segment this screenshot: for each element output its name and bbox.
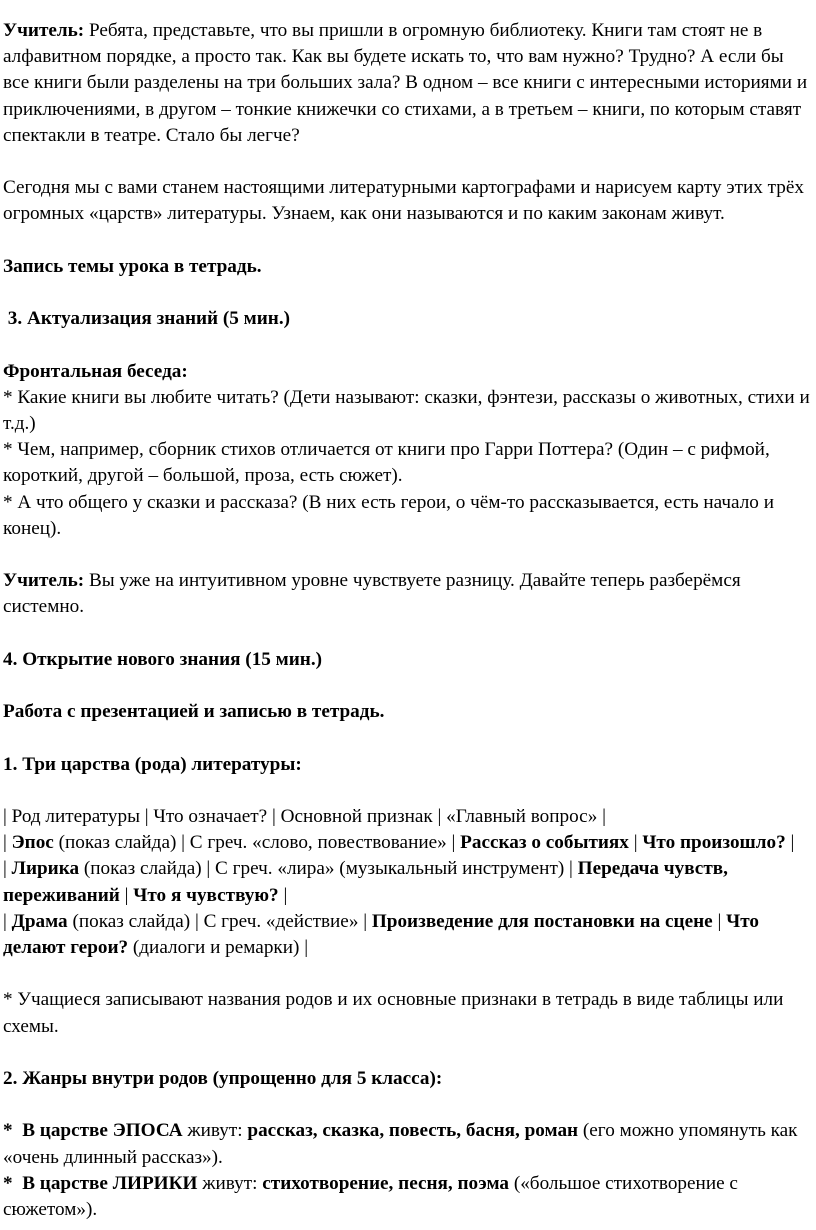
- question-1: * Какие книги вы любите читать? (Дети называют: сказки, фэнтези, рассказы о животных, стихи и т.д.): [3, 386, 810, 434]
- lesson-goal-paragraph: Сегодня мы с вами станем настоящими литературными картографами и нарисуем карту этих трёх огромных «царств» литературы. Узнаем, как они называются и по каким законам живут.: [3, 177, 805, 225]
- drama-name: Драма: [11, 910, 68, 932]
- lyrics-pipe-3: |: [278, 884, 288, 906]
- teacher-label: Учитель:: [3, 20, 85, 41]
- teacher-label-2: Учитель:: [3, 570, 85, 592]
- genres-lyrics-label: В царстве ЛИРИКИ: [17, 1172, 198, 1194]
- drama-feature: Произведение для постановки на сцене: [371, 910, 713, 932]
- epos-question: Что произошло?: [642, 832, 786, 854]
- drama-meaning: (показ слайда) | С греч. «действие» |: [67, 910, 372, 932]
- genres-heading-text: 2. Жанры внутри родов (упрощенно для 5 класса):: [3, 1067, 443, 1089]
- section-4-heading-text: 4. Открытие нового знания (15 мин.): [3, 648, 323, 670]
- lyrics-pipe-1: |: [3, 858, 12, 880]
- drama-pipe-2: |: [712, 910, 727, 932]
- work-note: [3, 699, 812, 725]
- frontal-heading: [3, 359, 812, 385]
- lyrics-pipe-2: |: [119, 884, 134, 906]
- kingdoms-heading: [3, 752, 812, 778]
- table-row-lyrics: [3, 856, 812, 908]
- epos-pipe-2: |: [628, 832, 643, 854]
- genres-lyrics-item: [3, 1171, 812, 1223]
- drama-question: Что делают герои?: [3, 910, 759, 958]
- topic-note-text: Запись темы урока в тетрадь.: [3, 255, 262, 277]
- genres-epos-label: В царстве ЭПОСА: [17, 1120, 183, 1142]
- table-row-epos: [3, 830, 812, 856]
- genres-lyrics-bullet: *: [3, 1172, 18, 1194]
- section-3-heading-text: 3. Актуализация знаний (5 мин.): [3, 308, 291, 330]
- genres-lyrics-tail: («большое стихотворение с сюжетом»).: [3, 1172, 738, 1220]
- teacher-remark-text: Вы уже на интуитивном уровне чувствуете разницу. Давайте теперь разберёмся системно.: [3, 570, 741, 618]
- work-note-text: Работа с презентацией и записью в тетрадь.: [3, 701, 385, 723]
- lyrics-meaning: (показ слайда) | С греч. «лира» (музыкальный инструмент) |: [79, 858, 578, 880]
- genres-epos-list: рассказ, сказка, повесть, басня, роман: [247, 1120, 579, 1142]
- epos-meaning: (показ слайда) | С греч. «слово, повествование» |: [53, 832, 461, 854]
- question-3: * А что общего у сказки и рассказа? (В них есть герои, о чём-то рассказывается, есть начало и конец).: [3, 491, 774, 539]
- section-3-heading: [3, 306, 812, 332]
- genres-lyrics-mid: живут:: [197, 1172, 263, 1194]
- topic-note: [3, 254, 812, 280]
- frontal-heading-text: Фронтальная беседа:: [3, 360, 188, 382]
- drama-pipe-3: (диалоги и ремарки) |: [128, 936, 309, 958]
- teacher-remark-paragraph: [3, 568, 812, 620]
- table-row-drama: [3, 909, 812, 961]
- epos-pipe-1: |: [3, 832, 12, 854]
- drama-pipe-1: |: [3, 910, 12, 932]
- epos-name: Эпос: [11, 832, 54, 854]
- genres-epos-bullet: *: [3, 1120, 18, 1142]
- teacher-intro-paragraph: [3, 18, 812, 149]
- question-2: * Чем, например, сборник стихов отличается от книги про Гарри Поттера? (Один – с рифмой, короткий, другой – большой, проза, есть сюжет).: [3, 439, 770, 487]
- teacher-intro-text: Ребята, представьте, что вы пришли в огромную библиотеку. Книги там стоят не в алфавитном порядке, а просто так. Как вы будете искать то, что вам нужно? Трудно? А если бы все книги были разделены на три больших зала? В одном – все книги с интересными историями и приключениями, в другом – тонкие книжечки со стихами, а в третьем – книги, по которым ставят спектакли в театре. Стало бы легче?: [3, 20, 808, 146]
- epos-pipe-3: |: [785, 832, 795, 854]
- notebook-note: * Учащиеся записывают названия родов и их основные признаки в тетрадь в виде таблицы или схемы.: [3, 989, 784, 1037]
- lyrics-question: Что я чувствую?: [133, 884, 279, 906]
- genres-lyrics-list: стихотворение, песня, поэма: [262, 1172, 510, 1194]
- section-4-heading: [3, 647, 812, 673]
- lyrics-name: Лирика: [11, 858, 80, 880]
- epos-feature: Рассказ о событиях: [460, 832, 629, 854]
- genres-heading: [3, 1066, 812, 1092]
- genres-epos-tail: (его можно упомянуть как «очень длинный рассказ»).: [3, 1120, 798, 1168]
- table-header-row: | Род литературы | Что означает? | Основной признак | «Главный вопрос» |: [3, 805, 606, 827]
- kingdoms-heading-text: 1. Три царства (рода) литературы:: [3, 753, 302, 775]
- genres-epos-mid: живут:: [182, 1120, 248, 1142]
- genres-epos-item: [3, 1118, 812, 1170]
- lyrics-feature: Передача чувств, переживаний: [3, 858, 728, 906]
